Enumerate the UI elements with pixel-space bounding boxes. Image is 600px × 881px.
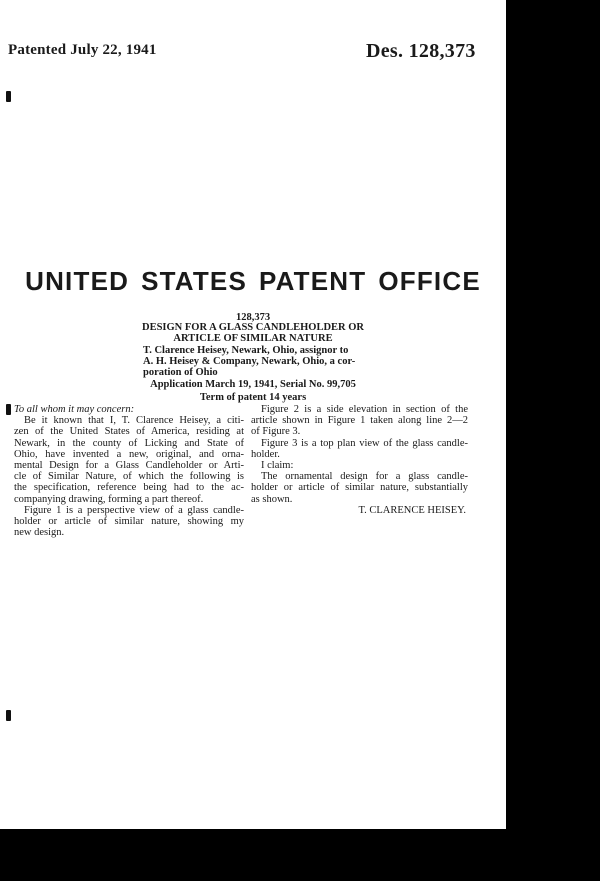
text-line: holder or article of similar nature, substantially [251, 482, 468, 494]
text-line: holder. [251, 448, 280, 460]
text-line: Figure 1 is a perspective view of a glass candle- [24, 504, 244, 516]
inventor-block [143, 345, 355, 378]
margin-mark [6, 404, 11, 415]
text-line: of Figure 3. [251, 426, 301, 438]
office-heading [0, 266, 506, 297]
text-line: new design. [14, 527, 65, 539]
office-word: STATES [141, 266, 247, 296]
text-line: mental Design for a Glass Candleholder or Arti- [14, 460, 244, 472]
scan-border-bottom [0, 829, 600, 881]
text-line: Be it known that I, T. Clarence Heisey, a citi- [24, 415, 244, 427]
salutation: To all whom it may concern: [14, 404, 135, 415]
design-number: Des. 128,373 [366, 40, 476, 62]
text-line: Ohio, have invented a new, original, and orna- [14, 448, 244, 460]
application-line: Application March 19, 1941, Serial No. 99,705 [150, 379, 356, 390]
office-word: OFFICE [378, 266, 481, 296]
left-column [14, 404, 244, 538]
office-word: UNITED [25, 266, 130, 296]
margin-mark [6, 710, 11, 721]
text-line: Newark, in the county of Licking and State of [14, 437, 244, 449]
right-column [251, 404, 468, 516]
text-line: article shown in Figure 1 taken along line 2—2 [251, 415, 468, 427]
text-line: companying drawing, forming a part thereof. [14, 493, 204, 505]
patented-date: Patented July 22, 1941 [8, 42, 157, 58]
text-line: as shown. [251, 493, 293, 505]
text-line: holder or article of similar nature, showing my [14, 516, 244, 528]
text-line: The ornamental design for a glass candle- [261, 471, 468, 483]
inventor-line: poration of Ohio [143, 367, 218, 378]
office-word: PATENT [259, 266, 367, 296]
design-title-line: DESIGN FOR A GLASS CANDLEHOLDER OR [141, 322, 364, 333]
text-line: cle of Similar Nature, of which the following is [14, 471, 244, 483]
term-line: Term of patent 14 years [199, 392, 307, 403]
signature: T. CLARENCE HEISEY. [358, 504, 466, 516]
claim-heading: I claim: [261, 460, 294, 472]
margin-mark [6, 91, 11, 102]
text-line: zen of the United States of America, residing at [14, 426, 244, 438]
inventor-line: T. Clarence Heisey, Newark, Ohio, assignor to [143, 345, 349, 356]
inventor-line: A. H. Heisey & Company, Newark, Ohio, a cor- [143, 356, 356, 367]
design-title-line: ARTICLE OF SIMILAR NATURE [173, 333, 333, 344]
text-line: Figure 2 is a side elevation in section of the [261, 404, 468, 415]
scan-border-right [506, 0, 600, 881]
text-line: the specification, reference being had to the ac- [14, 482, 244, 494]
patent-number: 128,373 [235, 312, 271, 323]
text-line: Figure 3 is a top plan view of the glass candle- [261, 437, 468, 449]
